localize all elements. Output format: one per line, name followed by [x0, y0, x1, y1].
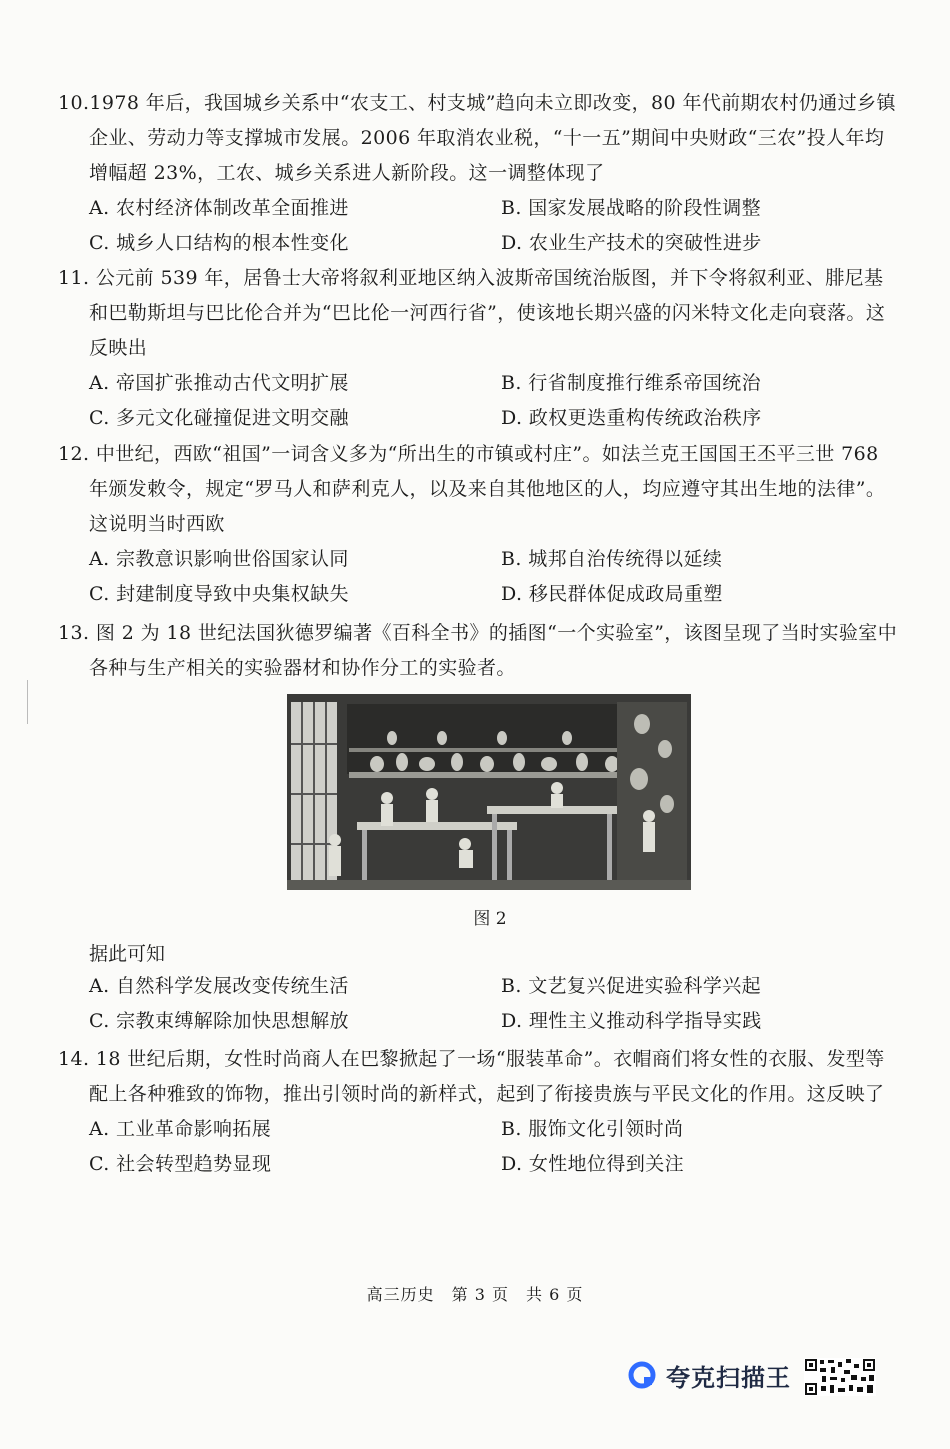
figure-caption: 图 2 — [473, 909, 507, 929]
option-c: C. 多元文化碰撞促进文明交融 — [89, 407, 349, 429]
question-stem: 10.1978 年后，我国城乡关系中“农支工、村支城”趋向未立即改变，80 年代前期农村仍通过乡镇企业、劳动力等支撑城市发展。2006 年取消农业税，“十一五”期间中央财政“三农”投人年均增幅超 23%，工农、城乡关系进人新阶段。这一调整体现了 — [58, 92, 896, 184]
option-c: C. 社会转型趋势显现 — [89, 1153, 272, 1175]
question-12 — [58, 437, 898, 612]
option-d: D. 移民群体促成政局重塑 — [501, 583, 723, 605]
question-stem: 11. 公元前 539 年，居鲁士大帝将叙利亚地区纳入波斯帝国统治版图，并下令将叙利亚、腓尼基和巴勒斯坦与巴比伦合并为“巴比伦一河西行省”，使该地长期兴盛的闪米特文化走向衰落。这反映出 — [58, 267, 886, 359]
option-a: A. 自然科学发展改变传统生活 — [89, 975, 349, 997]
option-a: A. 帝国扩张推动古代文明扩展 — [89, 372, 349, 394]
question-stem: 12. 中世纪，西欧“祖国”一词含义多为“所出生的市镇或村庄”。如法兰克王国国王丕平三世 768 年颁发敕令，规定“罗马人和萨利克人，以及来自其他地区的人，均应遵守其出生地的法律”。这说明当时西欧 — [58, 443, 886, 535]
option-b: B. 行省制度推行维系帝国统治 — [501, 372, 762, 394]
question-options — [89, 366, 898, 436]
option-a: A. 工业革命影响拓展 — [89, 1118, 272, 1140]
page-footer: 高三历史 第 3 页 共 6 页 — [366, 1285, 584, 1304]
question-10 — [58, 86, 898, 261]
scanner-watermark — [628, 1355, 791, 1395]
option-b: B. 服饰文化引领时尚 — [501, 1118, 684, 1140]
question-options — [89, 969, 898, 1039]
question-lead-text: 据此可知 — [89, 943, 166, 965]
option-c: C. 城乡人口结构的根本性变化 — [89, 232, 349, 254]
question-options — [89, 542, 898, 612]
question-13 — [58, 616, 898, 686]
option-d: D. 农业生产技术的突破性进步 — [501, 232, 762, 254]
laboratory-illustration — [287, 694, 691, 890]
option-d: D. 女性地位得到关注 — [501, 1153, 685, 1175]
question-stem: 14. 18 世纪后期，女性时尚商人在巴黎掀起了一场“服装革命”。衣帽商们将女性的衣服、发型等配上各种雅致的饰物，推出引领时尚的新样式，起到了衔接贵族与平民文化的作用。这反映了 — [58, 1048, 885, 1105]
question-stem: 13. 图 2 为 18 世纪法国狄德罗编著《百科全书》的插图“一个实验室”，该图呈现了当时实验室中各种与生产相关的实验器材和协作分工的实验者。 — [58, 622, 898, 679]
question-13-options-block — [58, 969, 898, 1039]
option-b: B. 城邦自治传统得以延续 — [501, 548, 723, 570]
scan-edge-mark — [27, 680, 28, 724]
option-c: C. 宗教束缚解除加快思想解放 — [89, 1010, 349, 1032]
qr-code-icon — [804, 1358, 876, 1396]
scanner-brand-text: 夸克扫描王 — [666, 1363, 791, 1392]
option-a: A. 农村经济体制改革全面推进 — [89, 197, 349, 219]
question-options — [89, 191, 898, 261]
option-b: B. 文艺复兴促进实验科学兴起 — [501, 975, 762, 997]
option-a: A. 宗教意识影响世俗国家认同 — [89, 548, 349, 570]
option-b: B. 国家发展战略的阶段性调整 — [501, 197, 762, 219]
option-c: C. 封建制度导致中央集权缺失 — [89, 583, 349, 605]
laboratory-engraving-image — [287, 694, 691, 890]
option-d: D. 政权更迭重构传统政治秩序 — [501, 407, 762, 429]
question-options — [89, 1112, 898, 1182]
question-11 — [58, 261, 898, 436]
quark-logo-icon — [628, 1361, 656, 1389]
option-d: D. 理性主义推动科学指导实践 — [501, 1010, 762, 1032]
question-14 — [58, 1042, 898, 1182]
